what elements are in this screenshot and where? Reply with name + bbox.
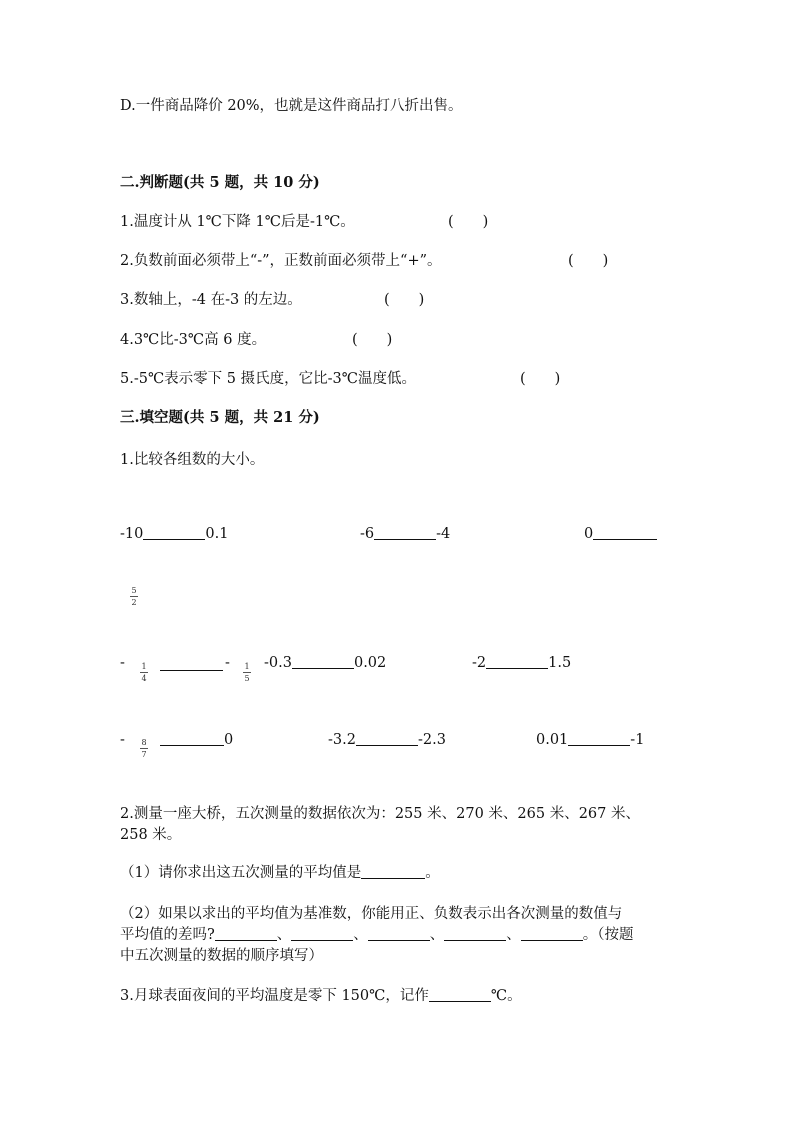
blank-1c[interactable]: [593, 525, 657, 540]
fill-q1-text: 1.比较各组数的大小。: [120, 452, 265, 468]
tf-answer-2[interactable]: ( ): [568, 253, 609, 269]
tf-item-4: 4.3℃比-3℃高 6 度。: [120, 332, 267, 348]
compare-2a-minus2: -: [225, 655, 230, 671]
compare-3c: 0.01 -1: [536, 732, 645, 748]
mc-option-d: D.一件商品降价 20%，也就是这件商品打八折出售。: [120, 98, 463, 114]
fill-q2-sub1: （1）请你求出这五次测量的平均值是 。: [120, 865, 440, 881]
blank-diff-4[interactable]: [444, 926, 506, 941]
fraction-8-7: 8 7: [141, 738, 147, 759]
fraction-5-2: 5 2: [131, 586, 137, 607]
compare-1a: -10 0.1: [120, 526, 229, 542]
blank-2c[interactable]: [486, 654, 548, 669]
compare-2a-minus: -: [120, 655, 125, 671]
fill-q2-sub2-line1: （2）如果以求出的平均值为基准数，你能用正、负数表示出各次测量的数值与: [120, 906, 623, 922]
blank-diff-2[interactable]: [291, 926, 353, 941]
compare-3b: -3.2 -2.3: [328, 732, 446, 748]
compare-2c: -2 1.5: [472, 655, 572, 671]
fill-q2-line2: 258 米。: [120, 827, 182, 843]
tf-item-2: 2.负数前面必须带上“-”，正数前面必须带上“+”。: [120, 253, 442, 269]
blank-2a[interactable]: [160, 656, 223, 671]
section2-title: 二.判断题(共 5 题，共 10 分): [120, 174, 320, 191]
tf-item-5: 5.-5℃表示零下 5 摄氏度，它比-3℃温度低。: [120, 371, 416, 387]
tf-answer-5[interactable]: ( ): [520, 371, 561, 387]
tf-answer-1[interactable]: ( ): [448, 214, 489, 230]
fraction-1-5: 1 5: [244, 662, 250, 683]
tf-answer-3[interactable]: ( ): [384, 292, 425, 308]
fill-q2-sub2-line2: 平均值的差吗? 、 、 、 、 。（按题: [120, 927, 634, 943]
fraction-1-4: 1 4: [141, 662, 147, 683]
blank-1a[interactable]: [143, 525, 205, 540]
blank-moon-temp[interactable]: [429, 987, 491, 1002]
fill-q2-line1: 2.测量一座大桥，五次测量的数据依次为：255 米、270 米、265 米、267 米、: [120, 806, 640, 822]
blank-diff-3[interactable]: [368, 926, 430, 941]
compare-1b: -6 -4: [360, 526, 451, 542]
tf-item-1: 1.温度计从 1℃下降 1℃后是-1℃。: [120, 214, 355, 230]
tf-item-3: 3.数轴上，-4 在-3 的左边。: [120, 292, 302, 308]
blank-1b[interactable]: [374, 525, 436, 540]
blank-3c[interactable]: [568, 731, 630, 746]
blank-3a[interactable]: [160, 731, 224, 746]
fill-q2-sub2-line3: 中五次测量的数据的顺序填写）: [120, 948, 323, 964]
compare-2b: -0.3 0.02: [264, 655, 387, 671]
blank-2b[interactable]: [292, 654, 354, 669]
blank-average[interactable]: [361, 864, 425, 879]
compare-3a-minus: -: [120, 732, 125, 748]
section3-title: 三.填空题(共 5 题，共 21 分): [120, 409, 320, 426]
blank-diff-1[interactable]: [215, 926, 277, 941]
fill-q3: 3.月球表面夜间的平均温度是零下 150℃，记作 ℃。: [120, 988, 522, 1004]
compare-3a: 0: [160, 730, 233, 750]
tf-answer-4[interactable]: ( ): [352, 332, 393, 348]
blank-3b[interactable]: [356, 731, 418, 746]
blank-diff-5[interactable]: [521, 926, 583, 941]
compare-1c: 0: [584, 524, 657, 544]
